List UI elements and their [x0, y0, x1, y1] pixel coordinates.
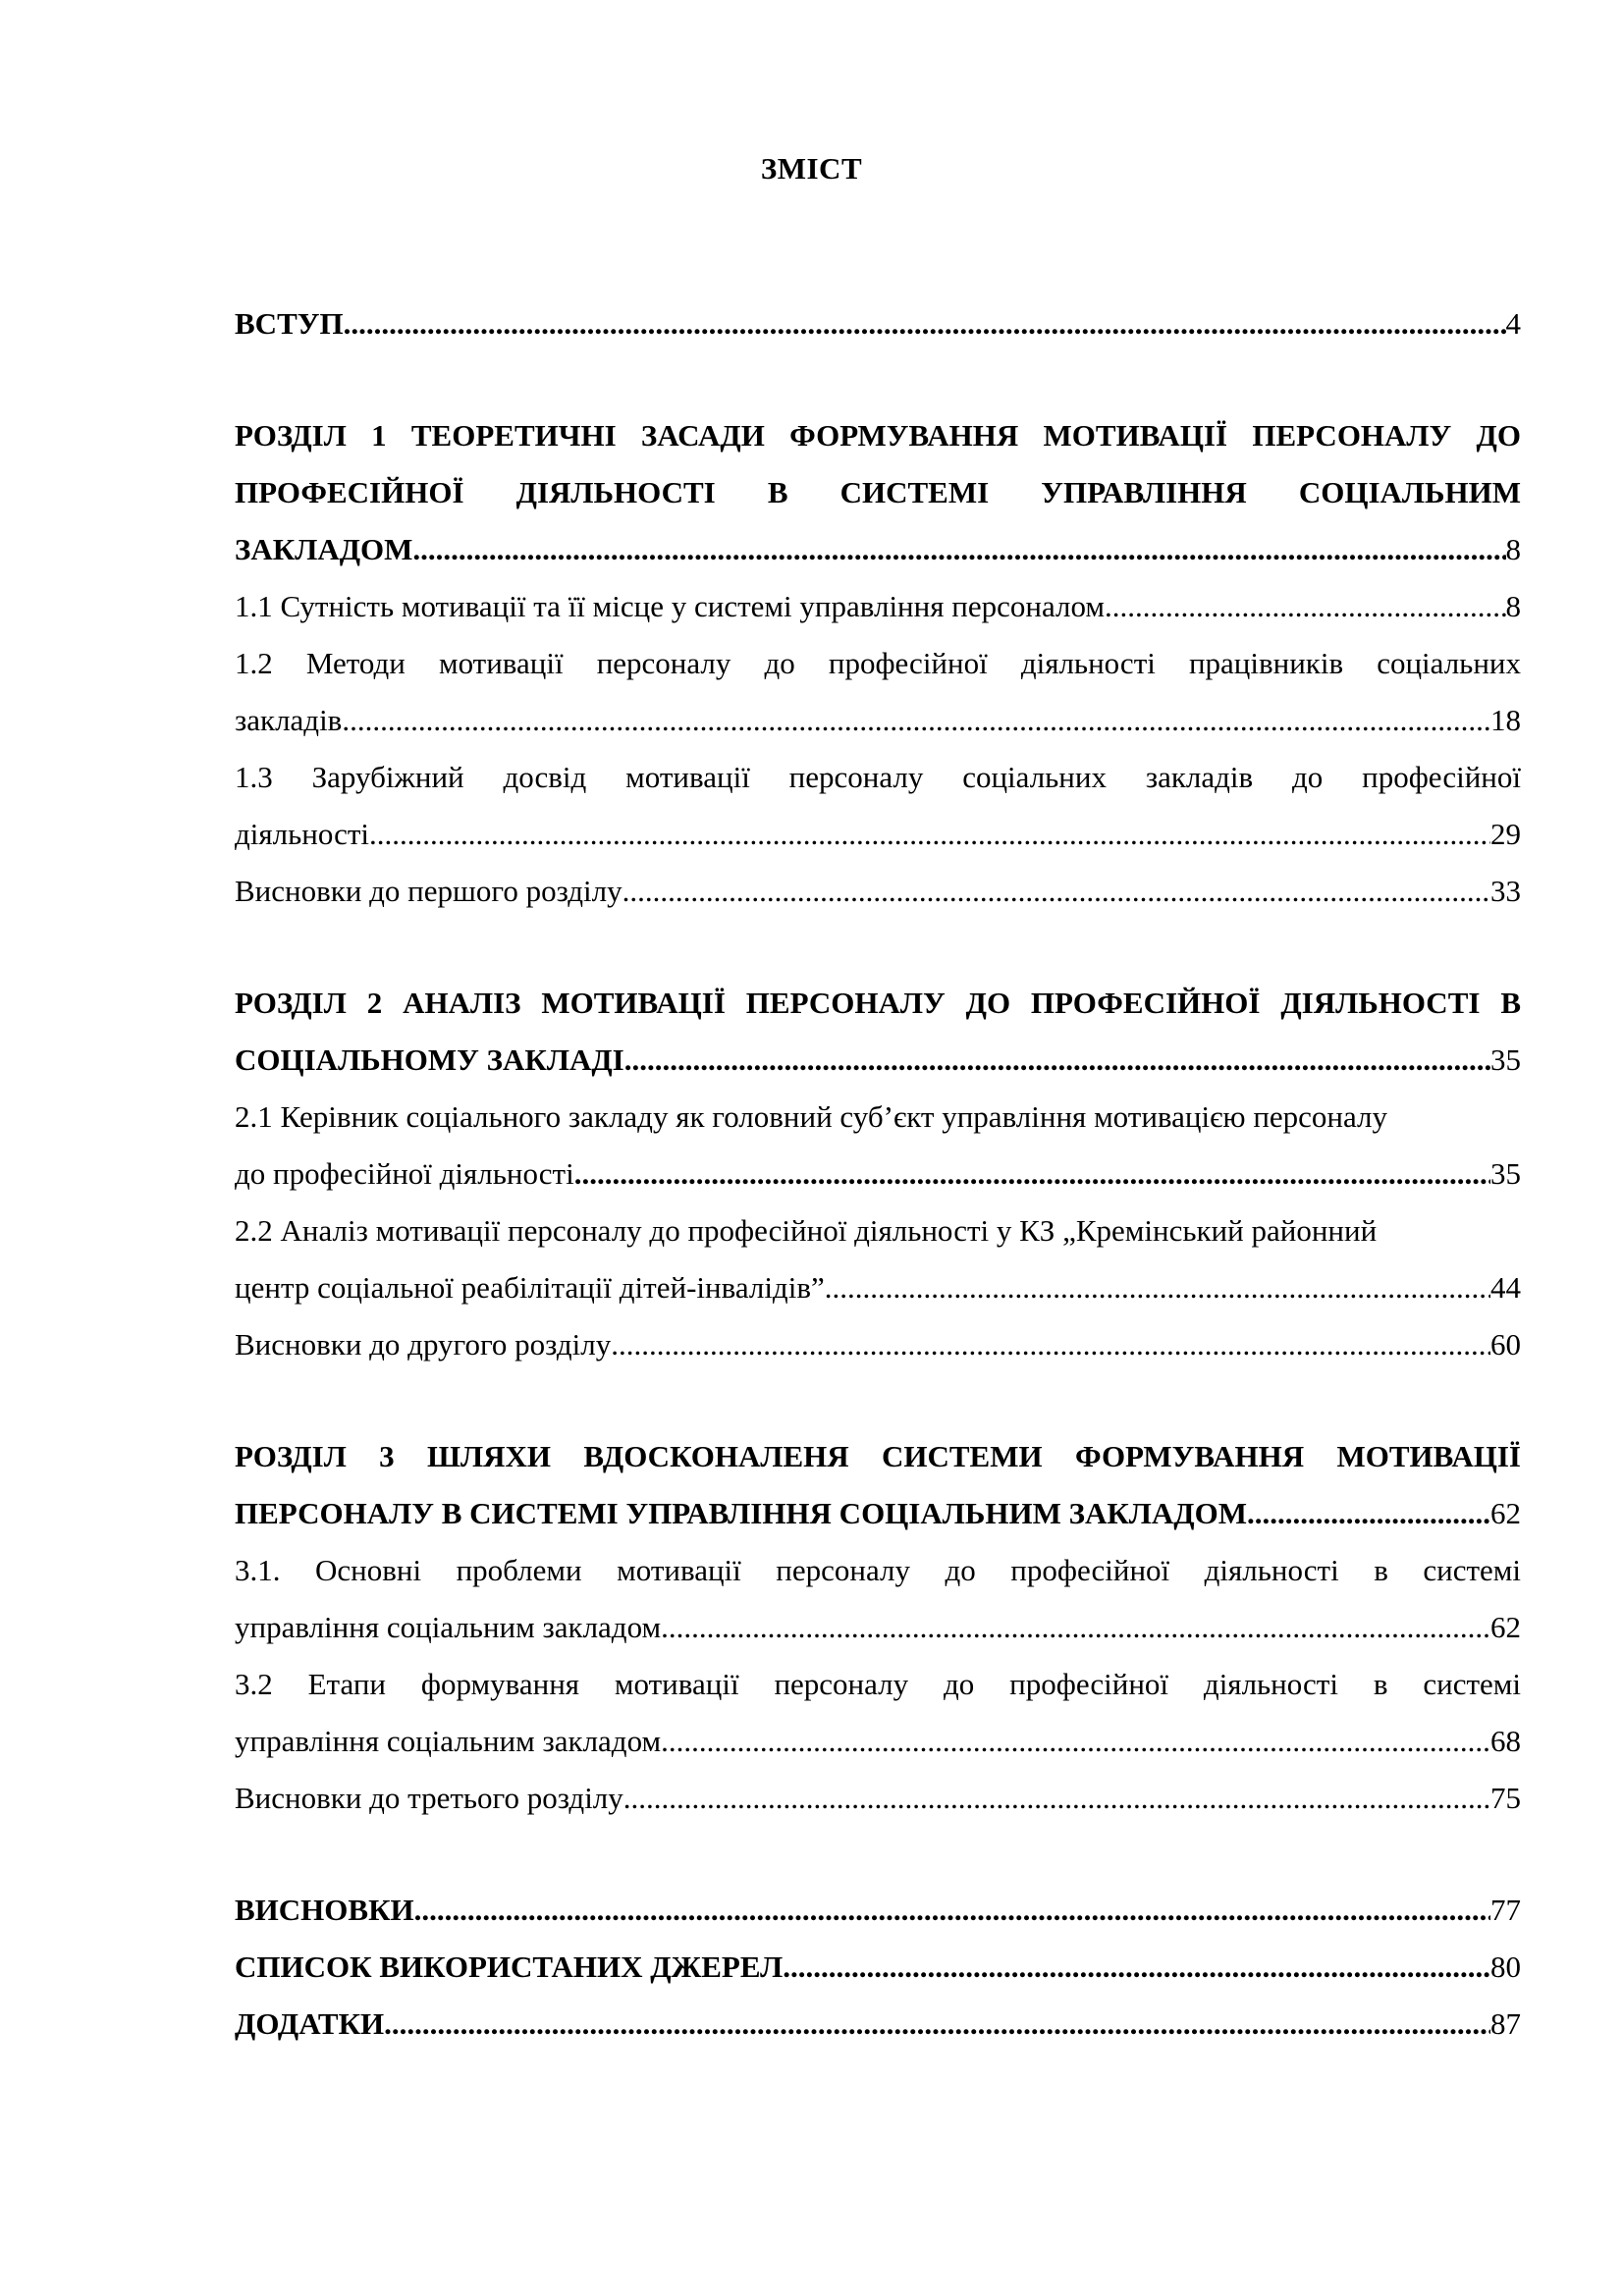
toc-chapter-3-line-2: ПЕРСОНАЛУ В СИСТЕМІ УПРАВЛІННЯ СОЦІАЛЬНИМ ЗАКЛАДОМ ..... 62 [235, 1485, 1521, 1542]
dot-leader [825, 1259, 1490, 1316]
dot-leader [611, 1316, 1490, 1373]
dot-leader [1247, 1485, 1490, 1542]
dot-leader [623, 1770, 1490, 1827]
toc-entry-1-3-line-1: 1.3 Зарубіжний досвід мотивації персоналу соціальних закладів до професійної [235, 760, 1521, 794]
toc-entry-3-1-line-2: управління соціальним закладом ..... 62 [235, 1599, 1521, 1656]
toc-page-number: 87 [1490, 2006, 1521, 2041]
toc-chapter-2-line-2: СОЦІАЛЬНОМУ ЗАКЛАДІ ..... 35 [235, 1032, 1521, 1089]
toc-entry-2-2-line-2: центр соціальної реабілітації дітей-інвалідів” ..... 44 [235, 1259, 1521, 1316]
page-title: ЗМІСТ [760, 151, 863, 186]
toc-entry-intro [235, 295, 1521, 352]
toc-page-number: 35 [1490, 1156, 1521, 1191]
toc-page-number: 60 [1490, 1327, 1521, 1362]
toc-entry-1-2-line-1: 1.2 Методи мотивації персоналу до професійної діяльності працівників соціальних [235, 646, 1521, 680]
dot-leader [783, 1939, 1490, 1996]
toc-entry-chapter-1-conclusions: Висновки до першого розділу ..... 33 [235, 863, 1521, 920]
toc-entry-3-1-line-1: 3.1. Основні проблеми мотивації персоналу до професійної діяльності в системі [235, 1553, 1521, 1587]
toc-entry-2-1-line-2: до професійної діяльності ..... 35 [235, 1146, 1521, 1202]
toc-page-number: 8 [1505, 589, 1521, 623]
toc-page-number: 75 [1490, 1781, 1521, 1815]
dot-leader [344, 295, 1506, 352]
toc-chapter-1-line-3: ЗАКЛАДОМ ..... 8 [235, 521, 1521, 578]
toc-chapter-1-line-2: ПРОФЕСІЙНОЇ ДІЯЛЬНОСТІ В СИСТЕМІ УПРАВЛІННЯ СОЦІАЛЬНИМ [235, 475, 1521, 509]
dot-leader [661, 1599, 1490, 1656]
dot-leader [574, 1146, 1490, 1202]
toc-entry-sources: СПИСОК ВИКОРИСТАНИХ ДЖЕРЕЛ ..... 80 [235, 1939, 1521, 1996]
toc-entry-3-2-line-2: управління соціальним закладом ..... 68 [235, 1713, 1521, 1770]
dot-leader [342, 692, 1490, 749]
toc-page-number: 68 [1490, 1724, 1521, 1758]
toc-chapter-3-line-1: РОЗДІЛ 3 ШЛЯХИ ВДОСКОНАЛЕНЯ СИСТЕМИ ФОРМУВАННЯ МОТИВАЦІЇ [235, 1439, 1521, 1473]
dot-leader [1105, 578, 1506, 635]
toc-page-number: 8 [1505, 532, 1521, 566]
toc-page-number: 62 [1490, 1610, 1521, 1644]
toc-page-number: 18 [1490, 703, 1521, 737]
dot-leader [624, 1032, 1490, 1089]
dot-leader [384, 1996, 1490, 2053]
toc-page-number: 44 [1490, 1270, 1521, 1305]
dot-leader [661, 1713, 1490, 1770]
toc-entry-2-1-line-1: 2.1 Керівник соціального закладу як головний суб’єкт управління мотивацією персоналу [235, 1099, 1388, 1134]
toc-page-number: 33 [1490, 874, 1521, 908]
toc-entry-2-2-line-1: 2.2 Аналіз мотивації персоналу до професійної діяльності у КЗ „Кремінський районний [235, 1213, 1378, 1248]
toc-entry-chapter-2-conclusions: Висновки до другого розділу ..... 60 [235, 1316, 1521, 1373]
toc-entry-conclusions: ВИСНОВКИ ..... 77 [235, 1882, 1521, 1939]
toc-page-number: 35 [1490, 1042, 1521, 1077]
toc-page-number: 80 [1490, 1949, 1521, 1984]
toc-page-number: 77 [1490, 1893, 1521, 1927]
toc-page-number: 62 [1490, 1496, 1521, 1530]
dot-leader [369, 806, 1490, 863]
toc-chapter-2-line-1: РОЗДІЛ 2 АНАЛІЗ МОТИВАЦІЇ ПЕРСОНАЛУ ДО ПРОФЕСІЙНОЇ ДІЯЛЬНОСТІ В [235, 986, 1521, 1020]
toc-entry-title: ВСТУП [235, 306, 344, 341]
toc-page-number: 4 [1505, 306, 1521, 341]
dot-leader [622, 863, 1490, 920]
toc-entry-1-3-line-2: діяльності ..... 29 [235, 806, 1521, 863]
toc-entry-appendices: ДОДАТКИ ..... 87 [235, 1996, 1521, 2053]
toc-entry-3-2-line-1: 3.2 Етапи формування мотивації персоналу до професійної діяльності в системі [235, 1667, 1521, 1701]
toc-entry-1-2-line-2: закладів ..... 18 [235, 692, 1521, 749]
toc-page-number: 29 [1490, 817, 1521, 851]
toc-chapter-1-line-1: РОЗДІЛ 1 ТЕОРЕТИЧНІ ЗАСАДИ ФОРМУВАННЯ МОТИВАЦІЇ ПЕРСОНАЛУ ДО [235, 418, 1521, 453]
dot-leader [412, 521, 1505, 578]
dot-leader [414, 1882, 1490, 1939]
toc-entry-chapter-3-conclusions: Висновки до третього розділу ..... 75 [235, 1770, 1521, 1827]
toc-entry-1-1: 1.1 Сутність мотивації та її місце у системі управління персоналом ..... 8 [235, 578, 1521, 635]
